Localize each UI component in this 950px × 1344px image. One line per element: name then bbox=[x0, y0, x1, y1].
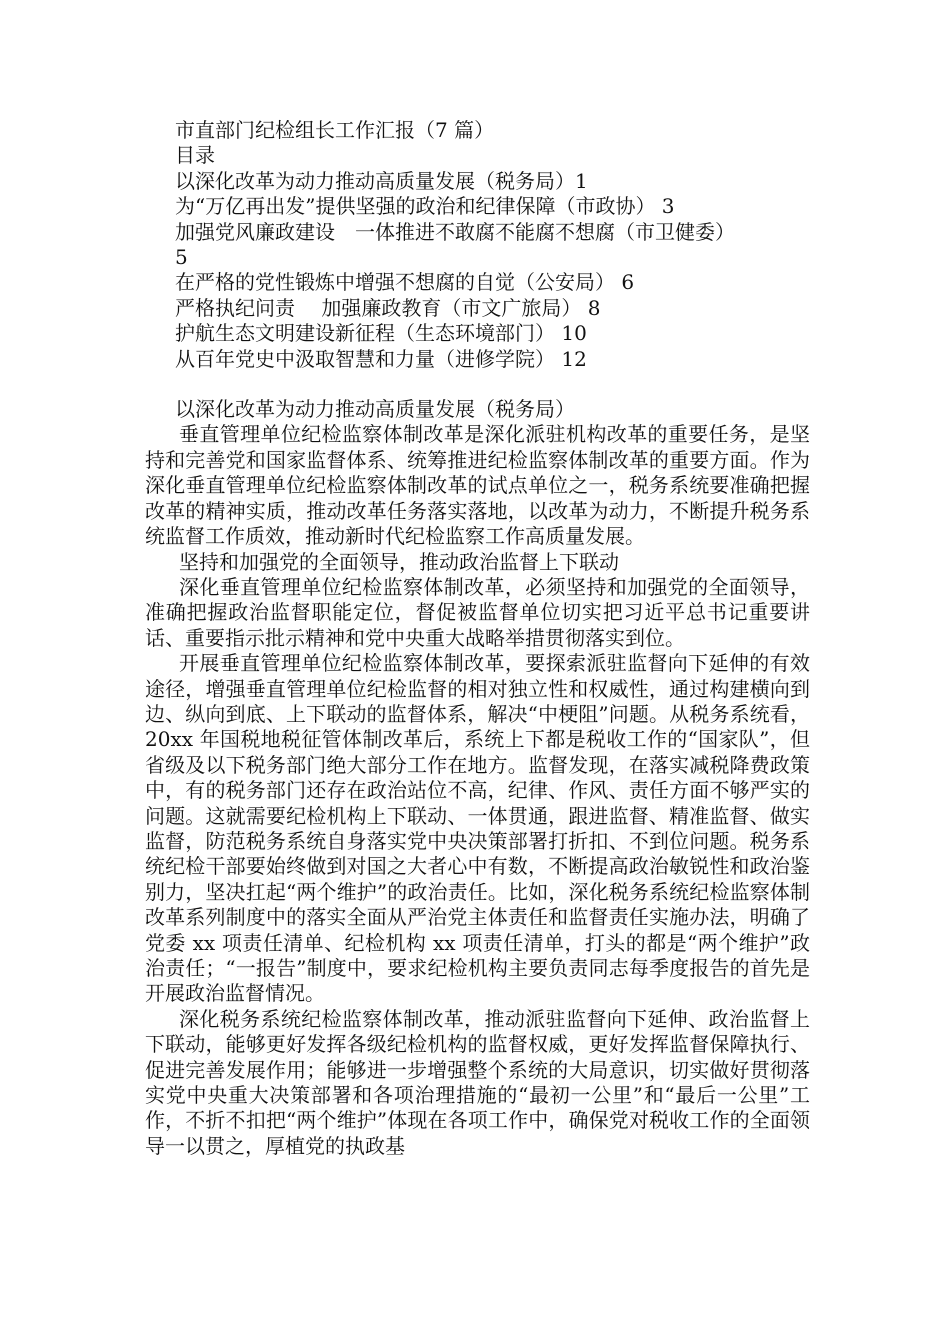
section-body bbox=[145, 422, 810, 1159]
toc-item: 为“万亿再出发”提供坚强的政治和纪律保障（市政协） 3 bbox=[175, 194, 675, 219]
toc-heading: 目录 bbox=[175, 143, 215, 168]
blank-line bbox=[145, 372, 810, 397]
subheading: 坚持和加强党的全面领导，推动政治监督上下联动 bbox=[179, 549, 619, 574]
document-body bbox=[145, 118, 810, 1159]
document-title: 市直部门纪检组长工作汇报（7 篇） bbox=[175, 118, 495, 142]
toc-item: 在严格的党性锻炼中增强不想腐的自觉（公安局） 6 bbox=[175, 270, 635, 295]
toc-item: 以深化改革为动力推动高质量发展（税务局）1 bbox=[175, 168, 588, 193]
toc-item: 护航生态文明建设新征程（生态环境部门） 10 bbox=[175, 321, 587, 346]
paragraph: 深化税务系统纪检监察体制改革，推动派驻监督向下延伸、政治监督上下联动，能够更好发挥各级纪检机构的监督权威，更好发挥监督保障执行、促进完善发展作用；能够进一步增强整个系统的大局意识，切实做好贯彻落实党中央重大决策部署和各项治理措施的“最初一公里”和“最后一公里”工作，不折不扣把“两个维护”体现在各项工作中，确保党对税收工作的全面领导一以贯之，厚植党的执政基 bbox=[145, 1006, 810, 1158]
table-of-contents bbox=[145, 169, 810, 372]
toc-item: 从百年党史中汲取智慧和力量（进修学院） 12 bbox=[175, 346, 587, 371]
paragraph: 垂直管理单位纪检监察体制改革是深化派驻机构改革的重要任务，是坚持和完善党和国家监督体系、统筹推进纪检监察体制改革的重要方面。作为深化垂直管理单位纪检监察体制改革的试点单位之一，税务系统要准确把握改革的精神实质，推动改革任务落实落地，以改革为动力，不断提升税务系统监督工作质效，推动新时代纪检监察工作高质量发展。 bbox=[145, 422, 810, 549]
paragraph: 深化垂直管理单位纪检监察体制改革，必须坚持和加强党的全面领导，准确把握政治监督职能定位，督促被监督单位切实把习近平总书记重要讲话、重要指示批示精神和党中央重大战略举措贯彻落实到位。 bbox=[145, 574, 810, 650]
toc-item: 严格执纪问责 加强廉政教育（市文广旅局） 8 bbox=[175, 295, 601, 320]
section-title: 以深化改革为动力推动高质量发展（税务局） bbox=[175, 397, 575, 422]
toc-item: 加强党风廉政建设 一体推进不敢腐不能腐不想腐（市卫健委） bbox=[175, 219, 735, 244]
paragraph: 开展垂直管理单位纪检监察体制改革，要探索派驻监督向下延伸的有效途径，增强垂直管理单位纪检监督的相对独立性和权威性，通过构建横向到边、纵向到底、上下联动的监督体系，解决“中梗阻”问题。从税务系统看，20xx 年国税地税征管体制改革后，系统上下都是税收工作的“国家队”，但省级及以下税务部门绝大部分工作在地方。监督发现，在落实减税降费政策中，有的税务部门还存在政治站位不高，纪律、作风、责任方面不够严实的问题。这就需要纪检机构上下联动、一体贯通，跟进监督、精准监督、做实监督，防范税务系统自身落实党中央决策部署打折扣、不到位问题。税务系统纪检干部要始终做到对国之大者心中有数，不断提高政治敏锐性和政治鉴别力，坚决扛起“两个维护”的政治责任。比如，深化税务系统纪检监察体制改革系列制度中的落实全面从严治党主体责任和监督责任实施办法，明确了党委 xx 项责任清单、纪检机构 xx 项责任清单，打头的都是“两个维护”政治责任；“一报告”制度中，要求纪检机构主要负责同志每季度报告的首先是开展政治监督情况。 bbox=[145, 651, 810, 1006]
toc-item-page-number: 5 bbox=[175, 245, 188, 270]
